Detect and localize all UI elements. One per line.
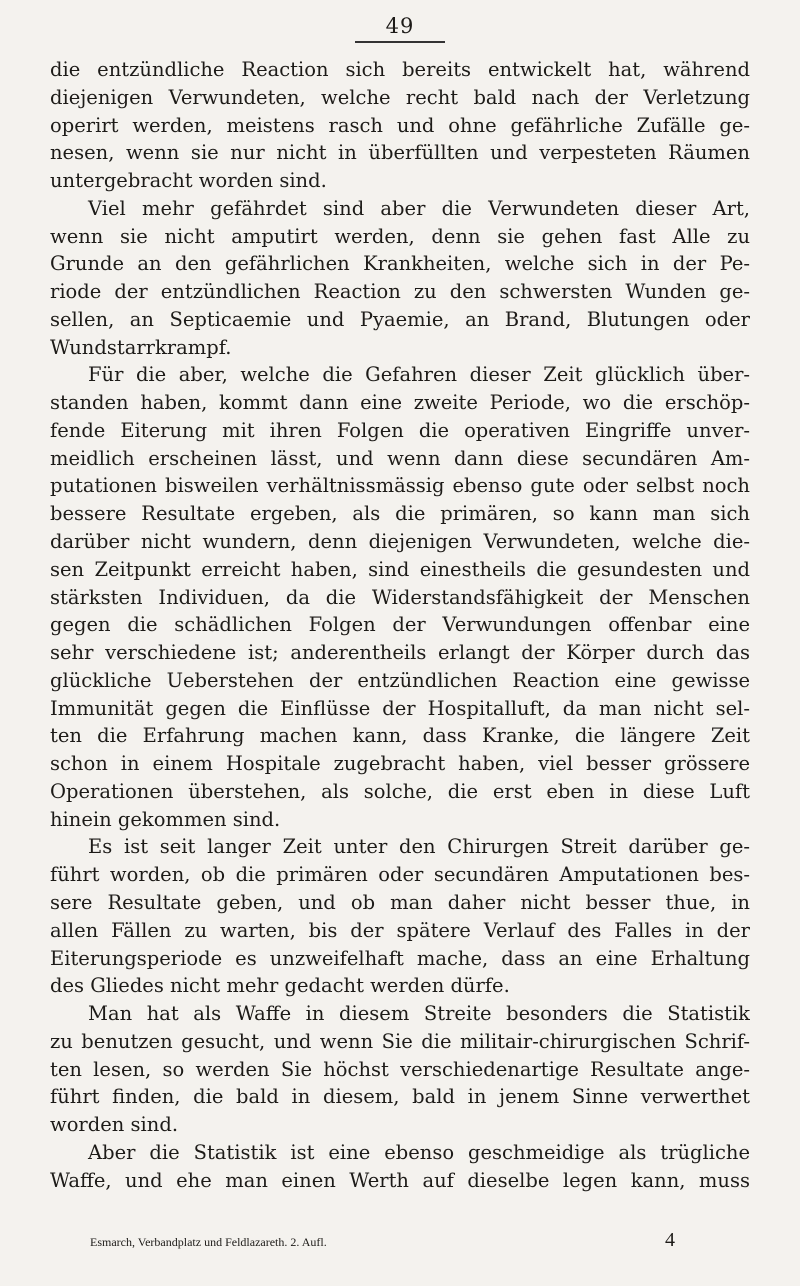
page-footer (90, 1229, 750, 1253)
text-line: sere Resultate geben, und ob man daher nicht besser thue, in (50, 890, 750, 914)
signature-mark: 4 (665, 1229, 675, 1251)
paragraph-start-line: Es ist seit langer Zeit unter den Chirurgen Streit darüber ge- (88, 835, 750, 859)
text-line: sellen, an Septicaemie und Pyaemie, an Brand, Blutungen oder (50, 307, 750, 331)
text-line: sen Zeitpunkt erreicht haben, sind einestheils die gesundesten und (50, 557, 750, 581)
text-line: putationen bisweilen verhältnissmässig ebenso gute oder selbst noch (50, 474, 750, 498)
text-line: die entzündliche Reaction sich bereits entwickelt hat, während (50, 58, 750, 81)
paragraph-start-line: Man hat als Waffe in diesem Streite besonders die Statistik (88, 1002, 750, 1026)
text-line: glückliche Ueberstehen der entzündlichen Reaction eine gewisse (50, 668, 750, 692)
text-line: operirt werden, meistens rasch und ohne gefährliche Zufälle ge- (50, 113, 750, 137)
text-line: schon in einem Hospitale zugebracht haben, viel besser grössere (50, 752, 750, 776)
page-number: 49 (385, 14, 415, 38)
text-line: bessere Resultate ergeben, als die primären, so kann man sich (50, 502, 750, 526)
text-line: Waffe, und ehe man einen Werth auf dieselbe legen kann, muss (50, 1168, 750, 1192)
text-line: Operationen überstehen, als solche, die erst eben in diese Luft (50, 779, 750, 803)
paragraph-start-line: Aber die Statistik ist eine ebenso geschmeidige als trügliche (88, 1140, 750, 1164)
text-line: worden sind. (50, 1113, 179, 1137)
text-line: riode der entzündlichen Reaction zu den schwersten Wunden ge- (50, 280, 750, 304)
text-line: darüber nicht wundern, denn diejenigen Verwundeten, welche die- (50, 530, 750, 554)
body-text (50, 56, 750, 1194)
text-line: sehr verschiedene ist; anderentheils erlangt der Körper durch das (50, 641, 750, 665)
text-line: Wundstarrkrampf. (50, 335, 232, 359)
text-line: ten die Erfahrung machen kann, dass Kranke, die längere Zeit (50, 724, 750, 748)
text-line: stärksten Individuen, da die Widerstandsfähigkeit der Menschen (50, 585, 750, 609)
text-line: führt worden, ob die primären oder secundären Amputationen bes- (50, 863, 750, 887)
footer-source: Esmarch, Verbandplatz und Feldlazareth. 2. Aufl. (90, 1235, 327, 1249)
paragraph-start-line: Für die aber, welche die Gefahren dieser Zeit glücklich über- (88, 363, 750, 387)
text-line: hinein gekommen sind. (50, 807, 281, 831)
text-line: gegen die schädlichen Folgen der Verwundungen offenbar eine (50, 613, 750, 637)
text-line: Immunität gegen die Einflüsse der Hospitalluft, da man nicht sel- (50, 696, 750, 720)
text-line: allen Fällen zu warten, bis der spätere Verlauf des Falles in der (50, 918, 750, 942)
text-line: nesen, wenn sie nur nicht in überfüllten und verpesteten Räumen (50, 141, 750, 165)
text-line: des Gliedes nicht mehr gedacht werden dürfe. (50, 974, 510, 998)
text-line: zu benutzen gesucht, und wenn Sie die militair-chirurgischen Schrif- (50, 1029, 750, 1053)
paragraph-start-line: Viel mehr gefährdet sind aber die Verwundeten dieser Art, (88, 196, 750, 220)
text-line: Eiterungsperiode es unzweifelhaft mache, dass an eine Erhaltung (50, 946, 750, 970)
text-line: diejenigen Verwundeten, welche recht bald nach der Verletzung (50, 85, 750, 109)
text-line: Grunde an den gefährlichen Krankheiten, welche sich in der Pe- (50, 252, 750, 276)
page-number-rule (355, 41, 445, 43)
text-line: untergebracht worden sind. (50, 169, 327, 193)
text-line: standen haben, kommt dann eine zweite Periode, wo die erschöp- (50, 391, 750, 415)
text-line: ten lesen, so werden Sie höchst verschiedenartige Resultate ange- (50, 1057, 750, 1081)
text-line: führt finden, die bald in diesem, bald in jenem Sinne verwerthet (50, 1085, 750, 1109)
text-line: fende Eiterung mit ihren Folgen die operativen Eingriffe unver- (50, 418, 750, 442)
text-line: wenn sie nicht amputirt werden, denn sie gehen fast Alle zu (50, 224, 750, 248)
text-line: meidlich erscheinen lässt, und wenn dann diese secundären Am- (50, 446, 750, 470)
